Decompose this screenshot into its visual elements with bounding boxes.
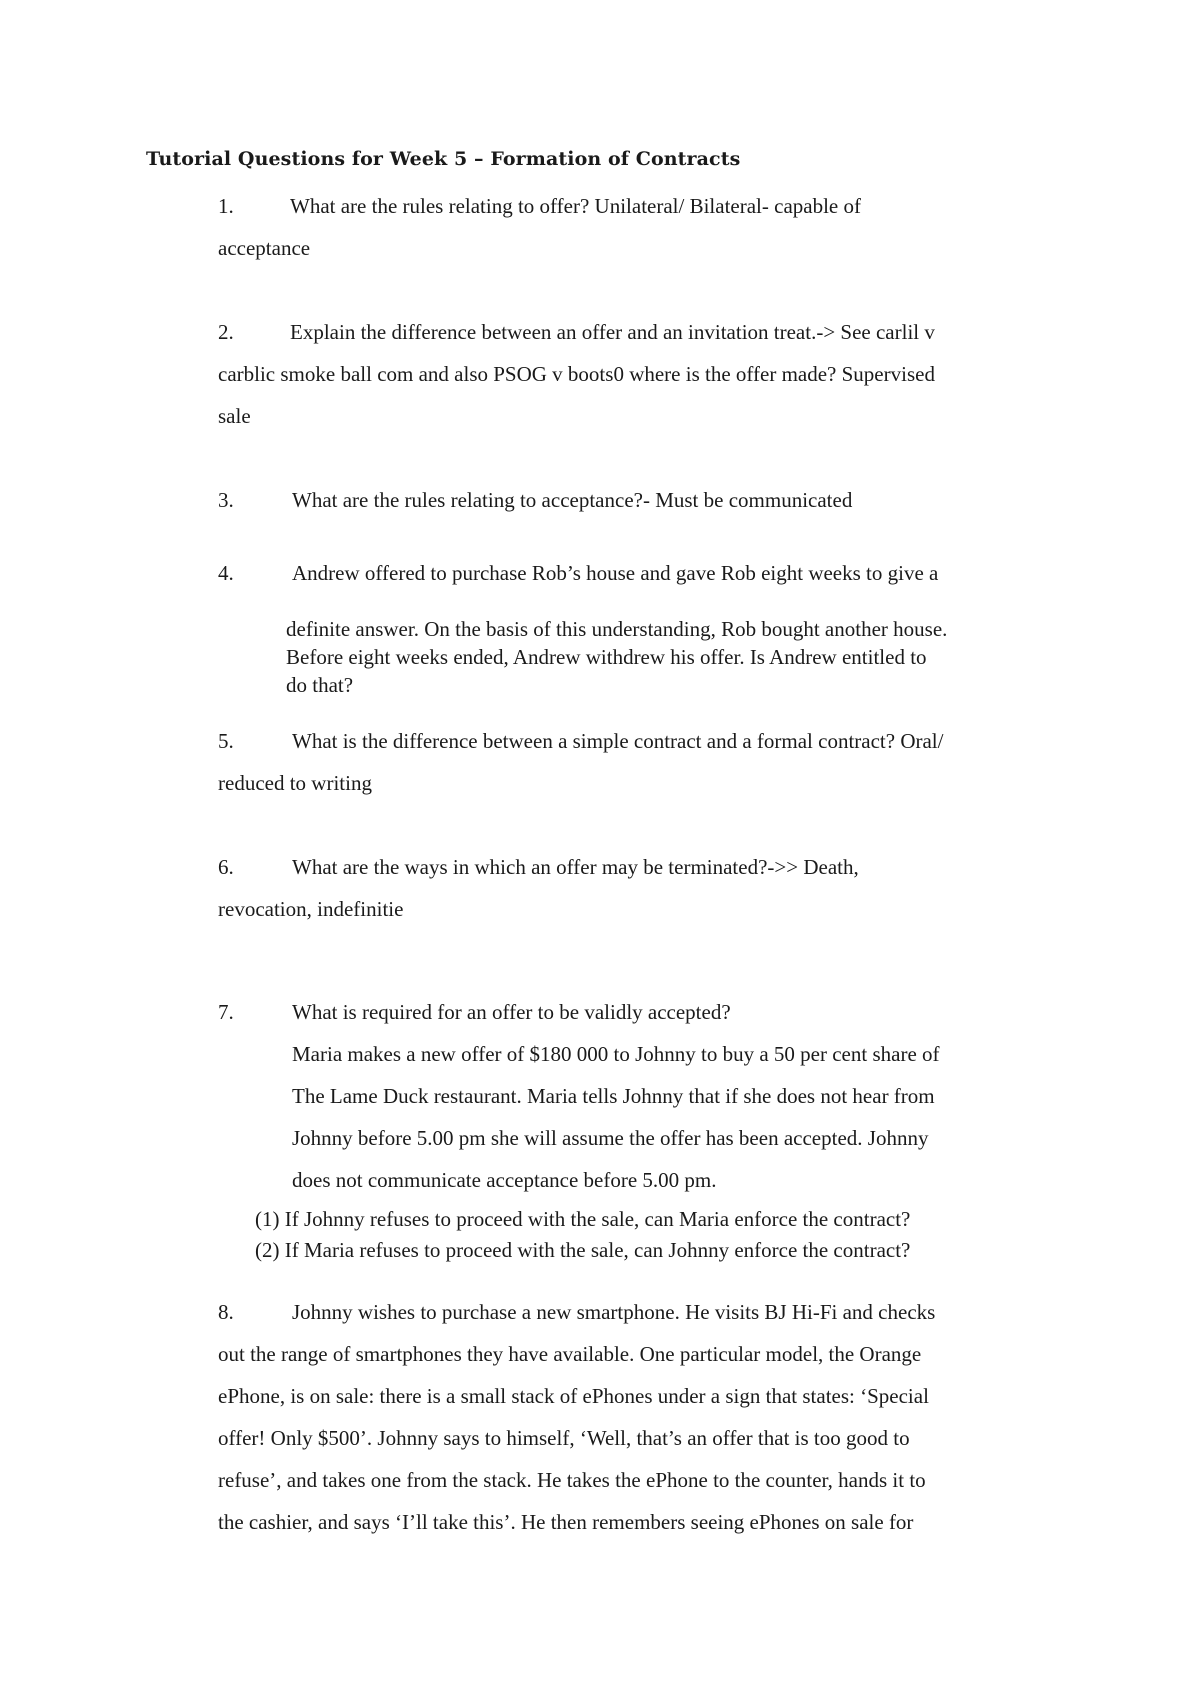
question-text: do that? <box>286 673 354 697</box>
question-text: carblic smoke ball com and also PSOG v boots0 where is the offer made? Supervised <box>218 362 935 386</box>
question-text: offer! Only $500’. Johnny says to himself, ‘Well, that’s an offer that is too good to <box>218 1426 910 1450</box>
question-text: refuse’, and takes one from the stack. He takes the ePhone to the counter, hands it to <box>218 1468 926 1492</box>
question-text: sale <box>218 404 251 428</box>
question-text: out the range of smartphones they have available. One particular model, the Orange <box>218 1342 922 1366</box>
question-text: Andrew offered to purchase Rob’s house and gave Rob eight weeks to give a <box>292 561 939 585</box>
question-number: 8. <box>218 1300 234 1324</box>
question-text: Johnny before 5.00 pm she will assume the offer has been accepted. Johnny <box>292 1126 929 1150</box>
question-text: Before eight weeks ended, Andrew withdrew his offer. Is Andrew entitled to <box>286 645 927 669</box>
sub-question: (2) If Maria refuses to proceed with the sale, can Johnny enforce the contract? <box>255 1238 911 1262</box>
question-text: The Lame Duck restaurant. Maria tells Johnny that if she does not hear from <box>292 1084 935 1108</box>
question-text: does not communicate acceptance before 5.00 pm. <box>292 1168 717 1192</box>
question-text: definite answer. On the basis of this understanding, Rob bought another house. <box>286 617 948 641</box>
question-number: 7. <box>218 1000 234 1024</box>
question-text: ePhone, is on sale: there is a small stack of ePhones under a sign that states: ‘Special <box>218 1384 929 1408</box>
question-text: acceptance <box>218 236 311 260</box>
question-text: Explain the difference between an offer and an invitation treat.-> See carlil v <box>290 320 935 344</box>
question-text: Johnny wishes to purchase a new smartphone. He visits BJ Hi-Fi and checks <box>292 1300 936 1324</box>
page-title: Tutorial Questions for Week 5 – Formation of Contracts <box>146 148 741 170</box>
question-text: What is required for an offer to be validly accepted? <box>292 1000 731 1024</box>
question-text: What are the rules relating to acceptance?- Must be communicated <box>292 488 853 512</box>
question-number: 4. <box>218 561 234 585</box>
question-text: revocation, indefinitie <box>218 897 404 921</box>
question-text: the cashier, and says ‘I’ll take this’. He then remembers seeing ePhones on sale for <box>218 1510 914 1534</box>
question-number: 3. <box>218 488 234 512</box>
question-text: What are the rules relating to offer? Unilateral/ Bilateral- capable of <box>290 194 861 218</box>
question-number: 5. <box>218 729 234 753</box>
sub-question: (1) If Johnny refuses to proceed with the sale, can Maria enforce the contract? <box>255 1207 911 1231</box>
question-number: 6. <box>218 855 234 879</box>
question-number: 2. <box>218 320 234 344</box>
question-text: reduced to writing <box>218 771 372 795</box>
question-text: What are the ways in which an offer may be terminated?->> Death, <box>292 855 859 879</box>
question-text: What is the difference between a simple contract and a formal contract? Oral/ <box>292 729 944 753</box>
question-number: 1. <box>218 194 234 218</box>
question-text: Maria makes a new offer of $180 000 to Johnny to buy a 50 per cent share of <box>292 1042 940 1066</box>
